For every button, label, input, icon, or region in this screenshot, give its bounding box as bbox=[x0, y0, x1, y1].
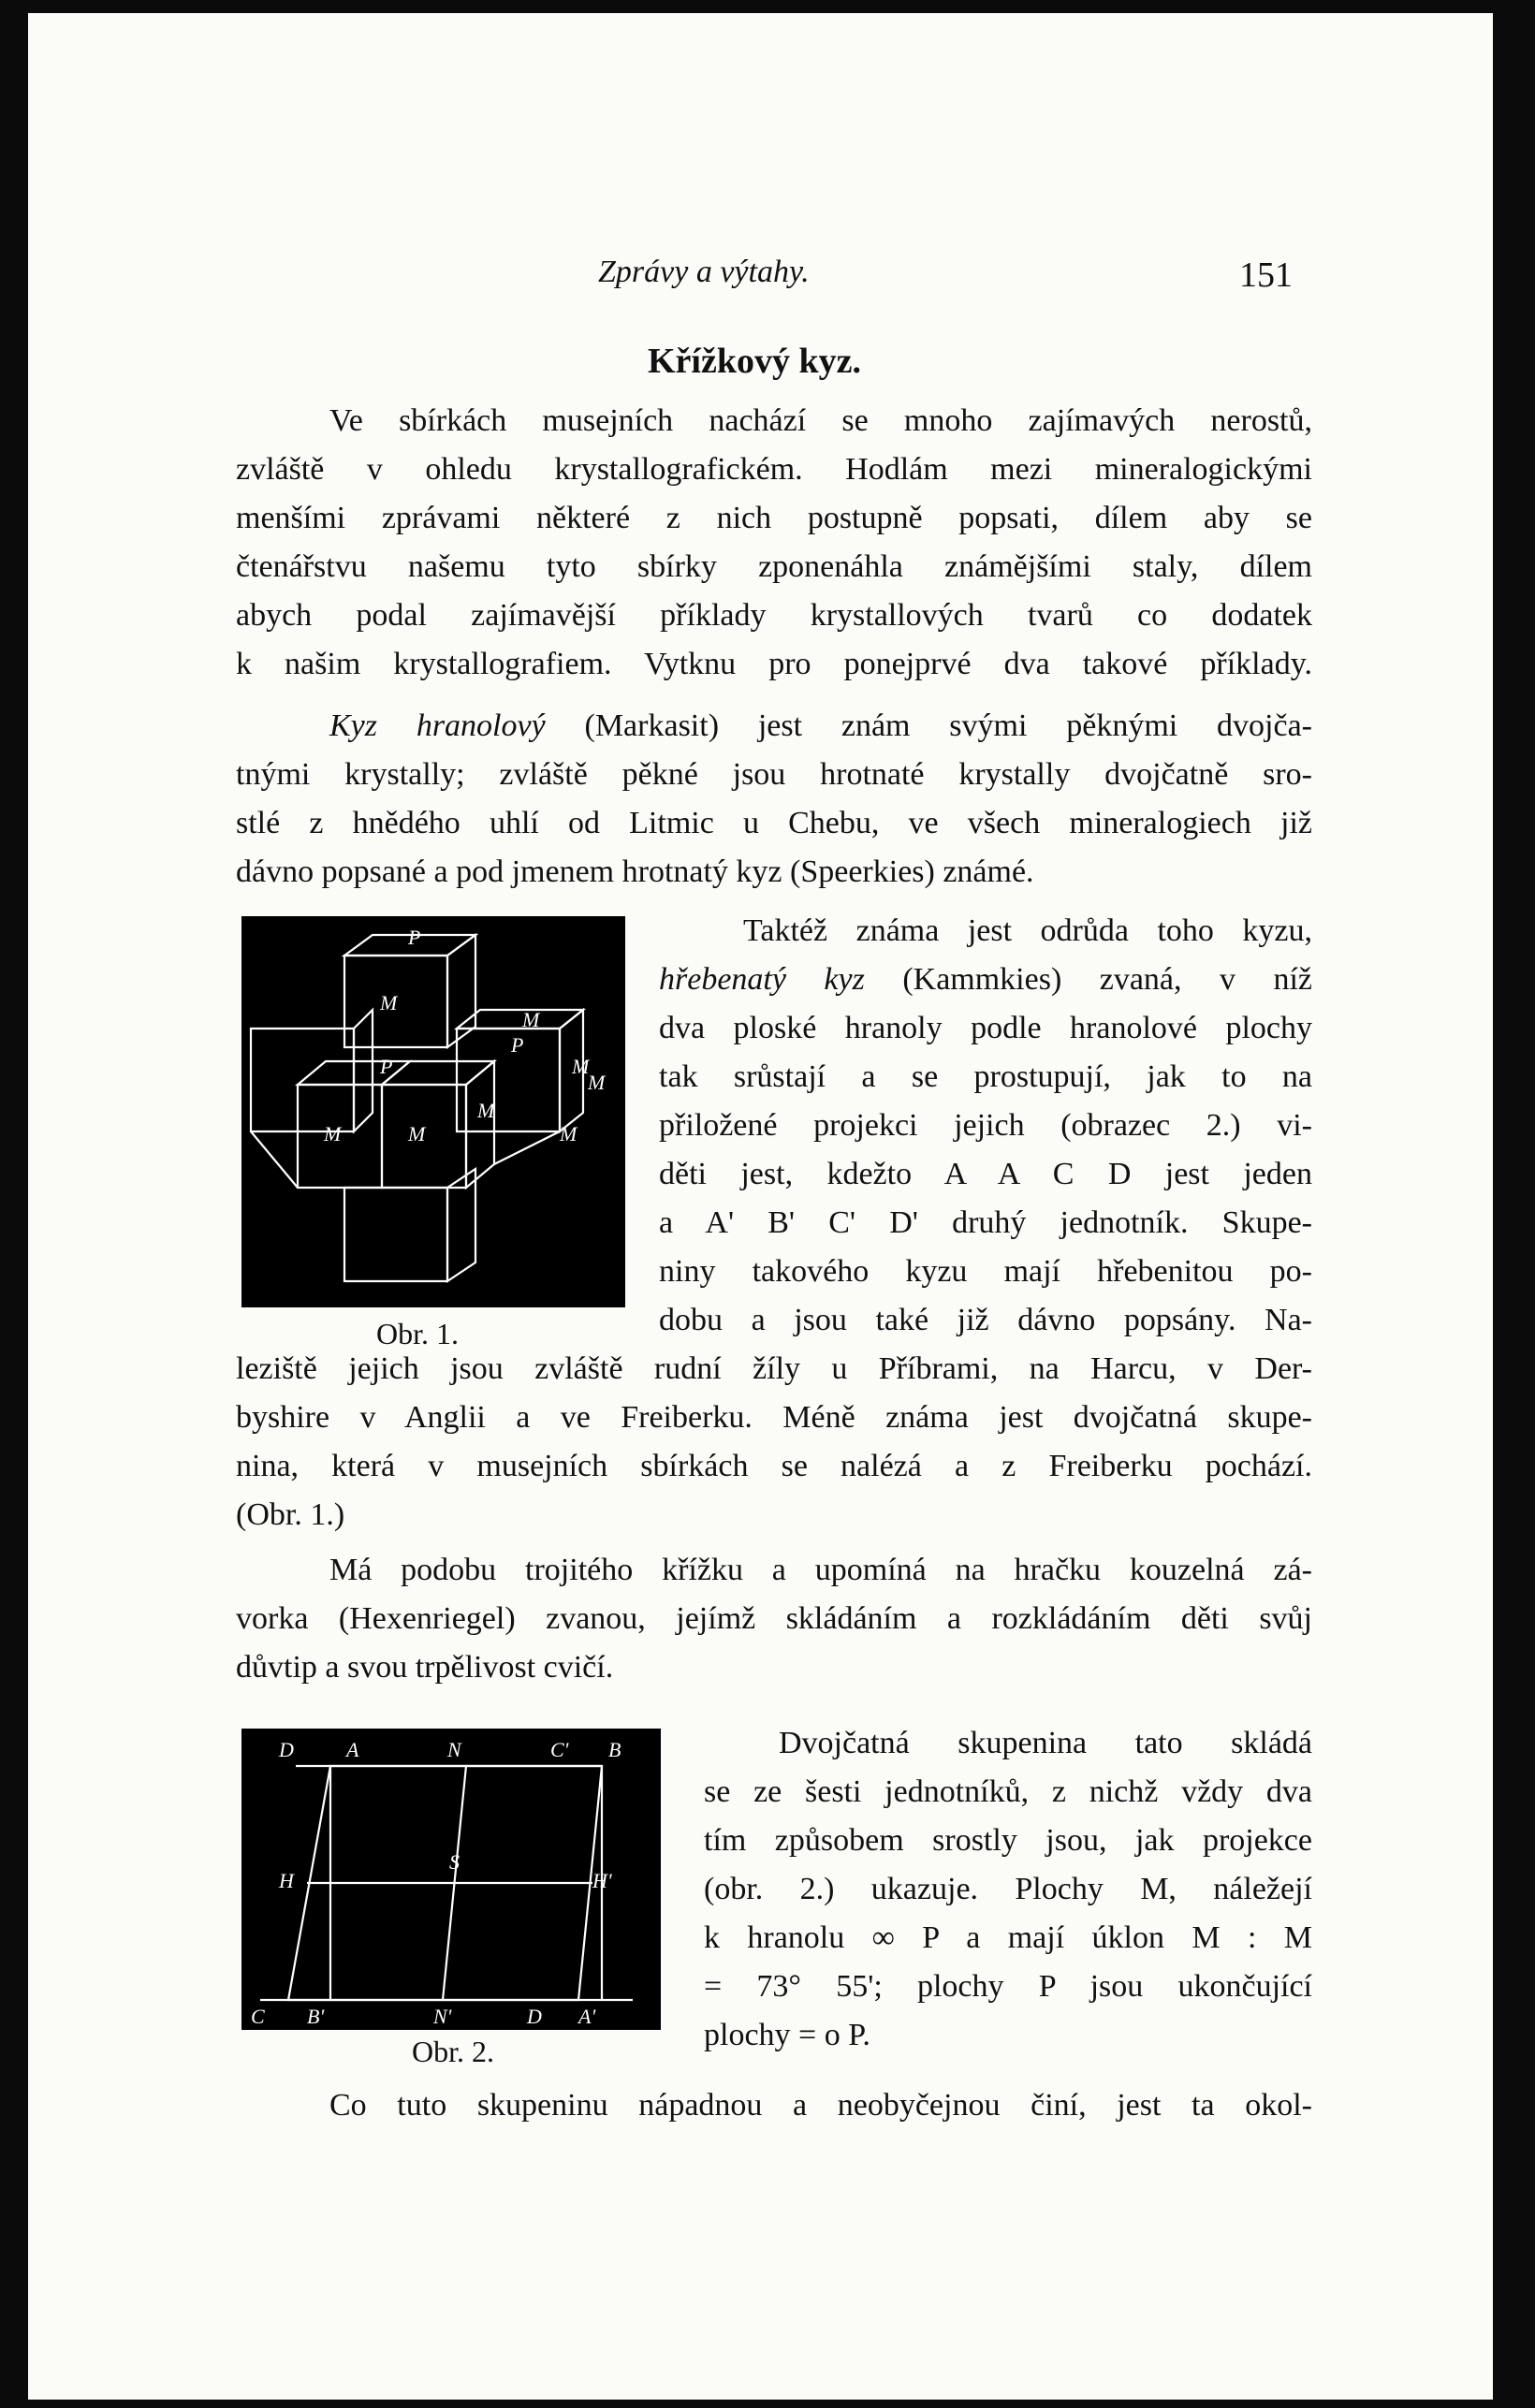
paragraph-2 bbox=[236, 702, 1312, 897]
text-line: niny takového kyzu mají hřebenitou po- bbox=[659, 1254, 1312, 1289]
text-line: k našim krystallografiem. Vytknu pro ponejprvé dva takové příklady. bbox=[236, 647, 1312, 681]
text-line: dobu a jsou také již dávno popsány. Na- bbox=[659, 1303, 1312, 1337]
figure-2-label: A bbox=[346, 1738, 359, 1761]
text-line: abych podal zajímavější příklady krystallových tvarů co dodatek bbox=[236, 598, 1312, 633]
text-line: Má podobu trojitého křížku a upomíná na hračku kouzelná zá- bbox=[329, 1553, 1312, 1587]
figure-1-label: M bbox=[477, 1099, 495, 1122]
text-line: a A' B' C' D' druhý jednotník. Skupe- bbox=[659, 1205, 1312, 1240]
figure-1-label: P bbox=[380, 1055, 393, 1078]
text-line bbox=[659, 956, 1312, 1004]
figure-2-label: C bbox=[251, 2005, 265, 2028]
text-line: stlé z hnědého uhlí od Litmic u Chebu, ve všech mineralogiech již bbox=[236, 806, 1312, 840]
text-line: = 73° 55'; plochy P jsou ukončující bbox=[704, 1969, 1312, 2004]
figure-2-drawing bbox=[241, 1729, 661, 2030]
text-line: Dvojčatná skupenina tato skládá bbox=[779, 1726, 1312, 1760]
running-title: Zprávy a výtahy. bbox=[598, 255, 810, 289]
figure-1-label: M bbox=[324, 1122, 342, 1146]
text-line: dávno popsané a pod jmenem hrotnatý kyz (Speerkies) známé. bbox=[236, 854, 1034, 889]
text-line: nina, která v musejních sbírkách se nalézá a z Freiberku pochází. bbox=[236, 1449, 1312, 1483]
figure-2-label: D bbox=[279, 1738, 294, 1761]
text-line: byshire v Anglii a ve Freiberku. Méně známa jest dvojčatná skupe- bbox=[236, 1400, 1312, 1435]
page bbox=[28, 13, 1493, 2400]
figure-1 bbox=[241, 916, 625, 1307]
text-line: přiložené projekci jejich (obrazec 2.) vi- bbox=[659, 1108, 1312, 1143]
text-line: zvláště v ohledu krystallografickém. Hodlám mezi mineralogickými bbox=[236, 452, 1312, 487]
text-line: leziště jejich jsou zvláště rudní žíly u Příbrami, na Harcu, v Der- bbox=[236, 1351, 1312, 1386]
figure-2-label: A' bbox=[578, 2005, 596, 2028]
paragraph-4 bbox=[236, 1546, 1312, 1692]
figure-2-label: H bbox=[279, 1869, 294, 1892]
figure-2-label: S bbox=[449, 1850, 460, 1874]
paragraph-6 bbox=[236, 2081, 1312, 2130]
text-line: menšími zprávami některé z nich postupně popsati, dílem aby se bbox=[236, 501, 1312, 535]
italic-term: Kyz hranolový bbox=[329, 708, 546, 743]
figure-2-label: D bbox=[527, 2005, 542, 2028]
text-line: Ve sbírkách musejních nachází se mnoho zajímavých nerostů, bbox=[329, 403, 1312, 438]
figure-1-label: P bbox=[511, 1033, 524, 1057]
text-line: důvtip a svou trpělivost cvičí. bbox=[236, 1650, 614, 1685]
figure-1-label: P bbox=[408, 926, 421, 949]
paragraph-1 bbox=[236, 397, 1312, 689]
text-line: tak srůstají a se prostupují, jak to na bbox=[659, 1059, 1312, 1094]
figure-2-label: N' bbox=[433, 2005, 452, 2028]
figure-2-label: B' bbox=[307, 2005, 325, 2028]
text-line: tím způsobem srostly jsou, jak projekce bbox=[704, 1823, 1312, 1858]
text-line: tnými krystally; zvláště pěkné jsou hrotnaté krystally dvojčatně sro- bbox=[236, 757, 1312, 792]
text-line: čtenářstvu našemu tyto sbírky zponenáhla známějšími staly, dílem bbox=[236, 549, 1312, 584]
text-line: děti jest, kdežto A A C D jest jeden bbox=[659, 1157, 1312, 1191]
paragraph-3 bbox=[659, 907, 1312, 1345]
text-run: (Markasit) jest znám svými pěknými dvojča- bbox=[545, 708, 1313, 743]
figure-1-label: M bbox=[408, 1122, 426, 1146]
text-line: dva ploské hranoly podle hranolové plochy bbox=[659, 1011, 1312, 1045]
figure-2-label: C' bbox=[550, 1738, 569, 1761]
text-line: (obr. 2.) ukazuje. Plochy M, náležejí bbox=[704, 1872, 1312, 1906]
text-line: k hranolu ∞ P a mají úklon M : M bbox=[704, 1920, 1312, 1955]
figure-1-label: M bbox=[572, 1055, 590, 1078]
text-line: Co tuto skupeninu nápadnou a neobyčejnou činí, jest ta okol- bbox=[329, 2088, 1312, 2123]
figure-2-label: B bbox=[608, 1738, 621, 1761]
text-line bbox=[236, 702, 1312, 751]
figure-2-label: N bbox=[447, 1738, 461, 1761]
text-line: se ze šesti jednotníků, z nichž vždy dva bbox=[704, 1774, 1312, 1809]
figure-1-label: M bbox=[522, 1008, 540, 1031]
text-line: plochy = o P. bbox=[704, 2018, 870, 2052]
figure-1-label: M bbox=[380, 991, 398, 1014]
figure-2 bbox=[241, 1729, 661, 2030]
text-line: (Obr. 1.) bbox=[236, 1497, 345, 1532]
page-number: 151 bbox=[1239, 255, 1293, 295]
article-title: Křížkový kyz. bbox=[648, 342, 861, 381]
figure-1-drawing bbox=[241, 916, 625, 1307]
figure-1-caption: Obr. 1. bbox=[376, 1317, 459, 1350]
paragraph-3-continued bbox=[236, 1345, 1312, 1540]
figure-1-label: M bbox=[588, 1071, 606, 1094]
italic-term: hřebenatý kyz bbox=[659, 962, 865, 997]
text-line: Taktéž známa jest odrůda toho kyzu, bbox=[743, 913, 1312, 948]
figure-2-label: H' bbox=[592, 1869, 612, 1892]
paragraph-5 bbox=[704, 1719, 1312, 2060]
text-line: vorka (Hexenriegel) zvanou, jejímž skládáním a rozkládáním děti svůj bbox=[236, 1601, 1312, 1636]
figure-2-caption: Obr. 2. bbox=[412, 2035, 494, 2068]
figure-1-label: M bbox=[560, 1122, 577, 1146]
text-run: (Kammkies) zvaná, v níž bbox=[864, 962, 1312, 997]
